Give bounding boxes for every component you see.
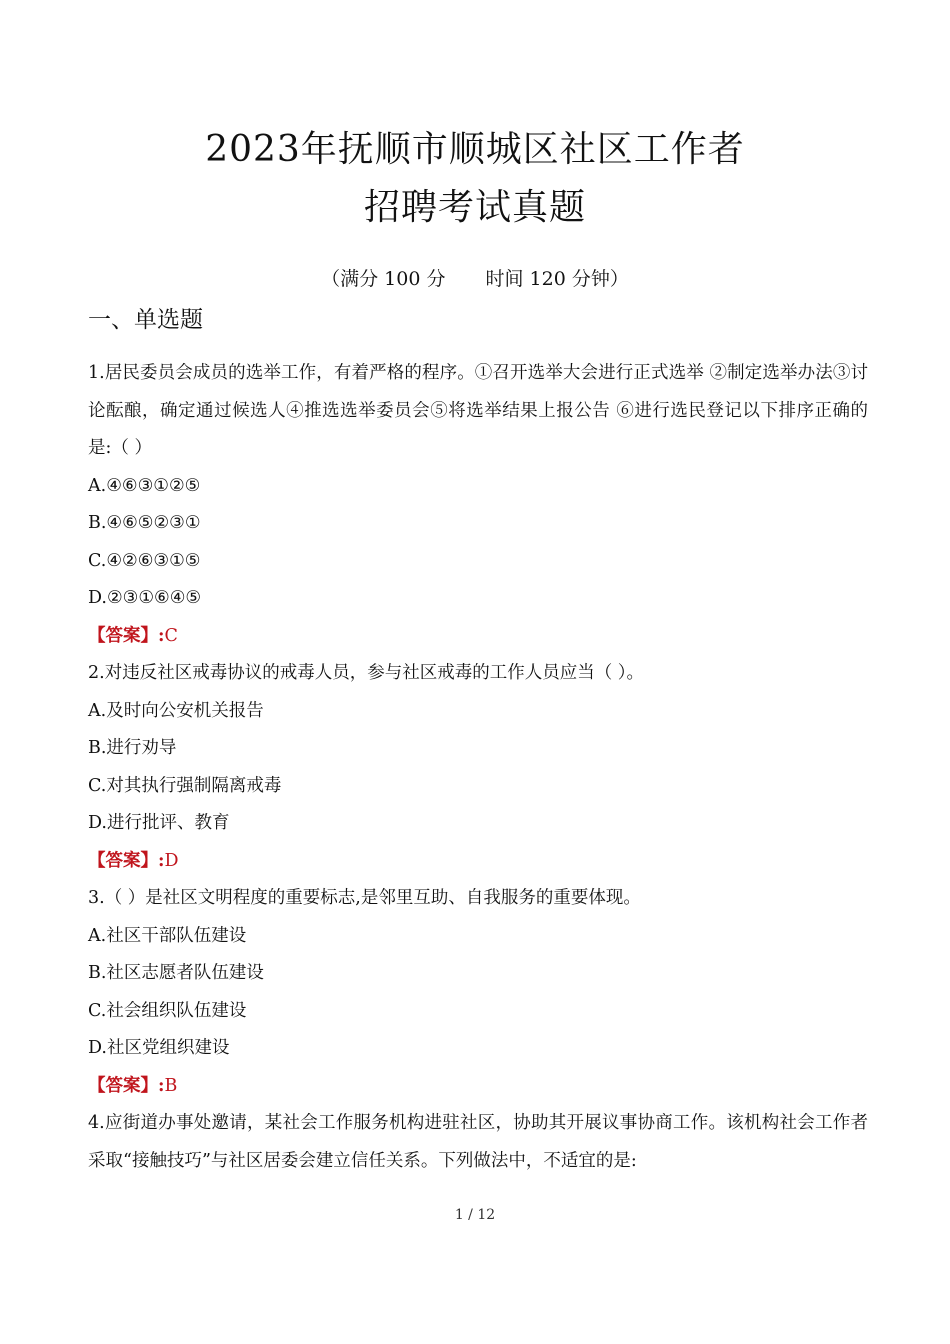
answer-label: 【答案】: xyxy=(88,625,165,646)
question-3-option-a: A.社区干部队伍建设 xyxy=(88,925,247,946)
section-heading: 一、单选题 xyxy=(88,307,203,333)
answer-value: B xyxy=(164,1075,178,1096)
document-title-line2: 招聘考试真题 xyxy=(363,187,586,228)
question-2-option-c: C.对其执行强制隔离戒毒 xyxy=(88,775,282,796)
question-1-option-c: C.④②⑥③①⑤ xyxy=(88,550,201,571)
question-1-option-a: A.④⑥③①②⑤ xyxy=(88,475,201,496)
question-1-answer xyxy=(88,618,868,656)
question-2-text: 2.对违反社区戒毒协议的戒毒人员，参与社区戒毒的工作人员应当（ ）。 xyxy=(88,663,645,683)
question-2-option-b: B.进行劝导 xyxy=(88,738,177,758)
answer-label: 【答案】: xyxy=(88,1075,165,1096)
answer-label: 【答案】: xyxy=(88,850,165,871)
question-1-option-b: B.④⑥⑤②③① xyxy=(88,513,201,533)
question-list xyxy=(88,355,868,1180)
question-2-option-a: A.及时向公安机关报告 xyxy=(88,700,264,721)
question-1-text: 1.居民委员会成员的选举工作，有着严格的程序。①召开选举大会进行正式选举 ②制定选举办法③讨论酝酿，确定通过候选人④推选选举委员会⑤将选举结果上报公告 ⑥进行选民登记以下排序正确的是:（ ） xyxy=(88,363,868,458)
score-info: （满分 100 分 xyxy=(321,268,446,290)
exam-meta xyxy=(0,266,950,292)
page-number: 1 / 12 xyxy=(454,1207,496,1223)
question-3-answer xyxy=(88,1068,868,1106)
time-info: 时间 120 分钟） xyxy=(485,268,629,290)
question-3-text: 3.（ ）是社区文明程度的重要标志,是邻里互助、自我服务的重要体现。 xyxy=(88,888,641,908)
answer-value: C xyxy=(164,625,178,646)
question-3-option-d: D.社区党组织建设 xyxy=(88,1038,230,1058)
question-2-answer xyxy=(88,843,868,881)
answer-value: D xyxy=(164,850,179,871)
question-4-text: 4.应街道办事处邀请，某社会工作服务机构进驻社区，协助其开展议事协商工作。该机构社会工作者采取“接触技巧”与社区居委会建立信任关系。下列做法中，不适宜的是: xyxy=(88,1113,868,1171)
question-3-option-c: C.社会组织队伍建设 xyxy=(88,1000,247,1021)
document-title-line1: 2023年抚顺市顺城区社区工作者 xyxy=(205,129,745,170)
question-2-option-d: D.进行批评、教育 xyxy=(88,813,230,833)
question-3-option-b: B.社区志愿者队伍建设 xyxy=(88,963,264,983)
question-1-option-d: D.②③①⑥④⑤ xyxy=(88,588,202,608)
